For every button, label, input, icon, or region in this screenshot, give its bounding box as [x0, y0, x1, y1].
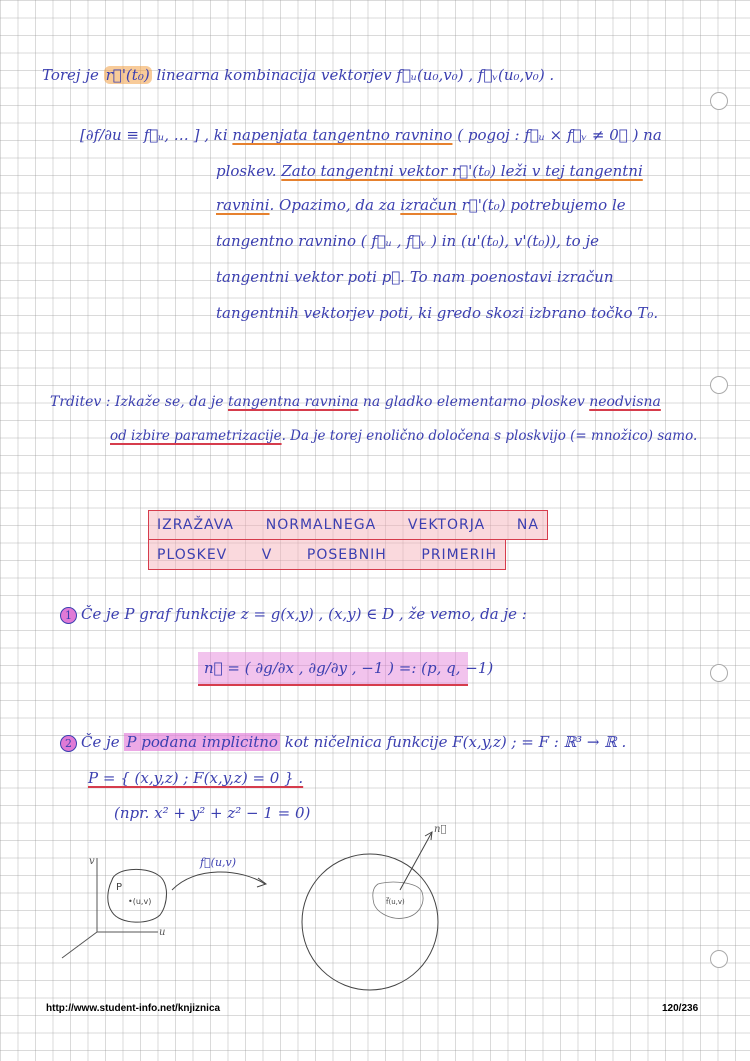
punch-hole-lower: [710, 664, 728, 682]
punch-hole-bottom: [710, 950, 728, 968]
text-line-2: [80, 126, 662, 144]
item-number-1: 1: [60, 607, 77, 624]
footer-url[interactable]: http://www.student-info.net/knjiznica: [46, 1003, 221, 1014]
line-8-part-c: na gladko elementarno ploskev: [358, 394, 590, 410]
sphere-outline: [302, 854, 438, 990]
text-line-6: tangentni vektor poti p⃗. To nam poenostavi izračun: [216, 268, 614, 286]
text-line-4: [216, 196, 626, 214]
left-axis-diagonal: [62, 932, 97, 958]
line-10-text: Če je P graf funkcije z = g(x,y) , (x,y) ∈ D , že vemo, da je :: [81, 605, 527, 623]
section-title-box: [148, 510, 548, 572]
title-word: NORMALNEGA: [265, 517, 377, 533]
line-2-underlined: napenjata tangentno ravnino: [232, 126, 453, 144]
line-4-underlined-c: izračun: [400, 196, 457, 214]
mapping-arrow: [172, 872, 265, 890]
text-line-7: tangentnih vektorjev poti, ki gredo skozi izbrano točko T₀.: [216, 304, 659, 322]
normal-vector-head: [425, 832, 432, 840]
title-row-2: [148, 540, 506, 570]
footer-page-number: 120/236: [662, 1003, 699, 1014]
title-word: NA: [516, 517, 539, 533]
normal-vector-arrow: [400, 832, 432, 890]
tangent-patch: [373, 882, 423, 918]
line-2-part-a: [∂f/∂u ≡ f⃗ᵤ, … ] , ki: [80, 126, 233, 144]
title-word: PRIMERIH: [421, 546, 497, 563]
text-line-12: P = { (x,y,z) ; F(x,y,z) = 0 } .: [88, 769, 304, 787]
text-line-9: [110, 428, 697, 444]
line-8-underlined-d: neodvisna: [589, 394, 661, 410]
title-word: VEKTORJA: [407, 517, 486, 533]
line-1-part-a: Torej je: [42, 66, 104, 84]
line-2-part-c: ( pogoj : f⃗ᵤ × f⃗ᵥ ≠ 0⃗ ) na: [452, 126, 662, 144]
formula-text: n⃗ = ( ∂g/∂x , ∂g/∂y , −1 ) =: (p, q, −1): [204, 659, 494, 677]
sphere-point-label: f⃗(u,v): [386, 898, 405, 906]
line-8-part-a: Trditev : Izkaže se, da je: [50, 394, 228, 410]
line-4-underlined-a: ravnini: [216, 196, 270, 214]
line-9-part-b: . Da je torej enolično določena s ploskvijo (= množico) samo.: [281, 428, 698, 444]
line-3-underlined: Zato tangentni vektor r⃗'(t₀) leži v tej tangentni: [281, 162, 643, 180]
title-row-1: [148, 510, 548, 540]
text-line-11: [60, 733, 626, 752]
normal-vector-label: n⃗: [434, 824, 447, 835]
line-11-part-c: kot ničelnica funkcije F(x,y,z) ; = F : ℝ³ → ℝ .: [279, 733, 627, 751]
line-1-part-c: linearna kombinacija vektorjev f⃗ᵤ(u₀,v₀) , f⃗ᵥ(u₀,v₀) .: [151, 66, 555, 84]
line-11-part-a: Če je: [81, 733, 125, 751]
mapping-arrow-head: [257, 878, 266, 887]
line-8-underlined-b: tangentna ravnina: [227, 394, 359, 410]
mapping-label: f⃗(u,v): [200, 856, 237, 869]
line-4-part-b: . Opazimo, da za: [269, 196, 401, 214]
left-axis-v-label: v: [89, 856, 95, 867]
text-line-8: [50, 394, 661, 410]
line-9-underlined-a: od izbire parametrizacije: [110, 428, 282, 444]
punch-hole-top: [710, 92, 728, 110]
title-word: IZRAŽAVA: [157, 517, 234, 533]
left-axis-u-label: u: [159, 927, 166, 938]
highlight-r-prime: r⃗'(t₀): [105, 66, 150, 84]
parameter-region: [108, 869, 167, 922]
text-line-10: [60, 605, 527, 624]
item-number-2: 2: [60, 735, 77, 752]
text-line-13: (npr. x² + y² + z² − 1 = 0): [114, 804, 311, 822]
region-point-label: •(u,v): [128, 897, 152, 906]
line-3-part-a: ploskev.: [216, 162, 282, 180]
text-line-5: tangentno ravnino ( f⃗ᵤ , f⃗ᵥ ) in (u'(t₀), v'(t₀)), to je: [216, 232, 599, 250]
title-word: PLOSKEV: [157, 546, 228, 563]
normal-vector-formula: [198, 652, 494, 686]
text-line-1: [42, 66, 554, 84]
text-line-3: [216, 162, 643, 180]
title-word: V: [261, 546, 273, 563]
punch-hole-upper: [710, 376, 728, 394]
highlight-implicit: P podana implicitno: [126, 733, 278, 751]
line-4-part-d: r⃗'(t₀) potrebujemo le: [456, 196, 626, 214]
title-word: POSEBNIH: [306, 546, 387, 563]
region-label-p: P: [116, 882, 123, 893]
